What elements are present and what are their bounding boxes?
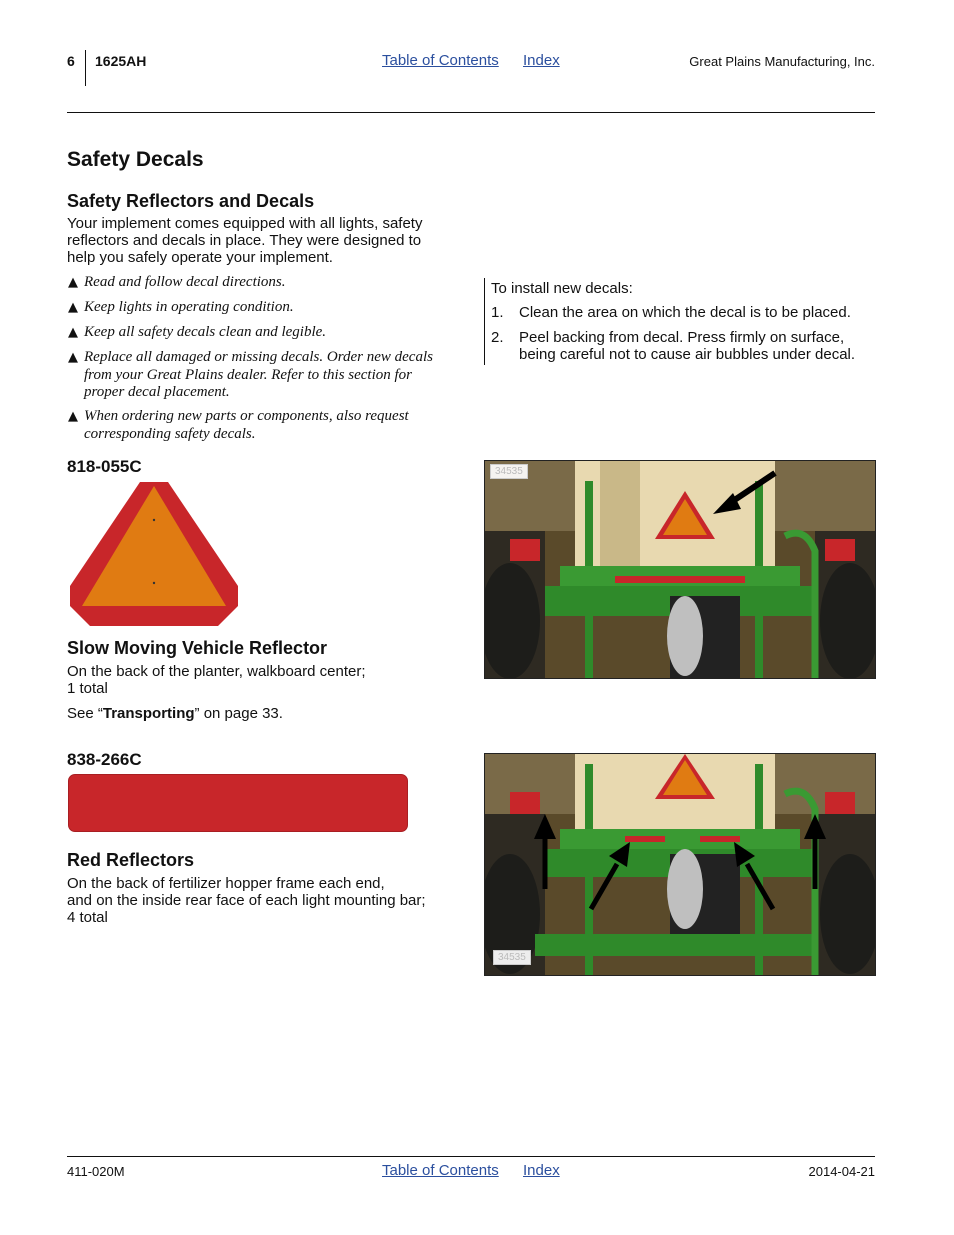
see-reference xyxy=(67,705,283,722)
decal-title: Slow Moving Vehicle Reflector xyxy=(67,638,328,658)
photo-red-reflectors-location xyxy=(484,753,876,976)
rivet-dot xyxy=(153,582,155,584)
intro-line: help you safely operate your implement. xyxy=(67,249,333,266)
step-text: Peel backing from decal. Press firmly on surface, xyxy=(519,329,845,346)
warning-item xyxy=(68,349,464,402)
step-number: 2. xyxy=(491,329,504,346)
rivet-dot xyxy=(153,519,155,521)
intro-paragraph xyxy=(67,215,467,266)
desc-line: and on the inside rear face of each light mounting bar; xyxy=(67,892,426,909)
section-title: Safety Decals xyxy=(67,148,204,171)
footer-toc-link[interactable]: Table of Contents xyxy=(382,1162,499,1179)
model-name: 1625AH xyxy=(95,53,147,69)
decal-part-number: 818-055C xyxy=(67,457,142,476)
warning-triangle-icon: ▲ xyxy=(68,409,78,424)
warning-triangle-icon: ▲ xyxy=(68,275,78,290)
figure-number: 34535 xyxy=(490,464,528,479)
photo-smv-location xyxy=(484,460,876,679)
warning-item xyxy=(68,324,464,342)
warning-item xyxy=(68,408,464,443)
install-side-bar xyxy=(484,278,485,365)
see-prefix: See “ xyxy=(67,705,103,722)
decal-description xyxy=(67,875,426,926)
decal-title: Red Reflectors xyxy=(67,850,195,870)
install-step xyxy=(491,304,875,321)
warning-text: Keep lights in operating condition. xyxy=(84,299,294,315)
desc-line: On the back of the planter, walkboard center; xyxy=(67,663,366,680)
warning-item xyxy=(68,274,464,292)
doc-number: 411-020M xyxy=(67,1164,125,1179)
intro-line: reflectors and decals in place. They were designed to xyxy=(67,232,422,249)
warning-triangle-icon: ▲ xyxy=(68,300,78,315)
warning-text: Keep all safety decals clean and legible. xyxy=(84,324,327,340)
decal-part-number: 838-266C xyxy=(67,750,142,769)
desc-line: On the back of fertilizer hopper frame each end, xyxy=(67,875,385,892)
header-divider xyxy=(85,50,86,86)
doc-date: 2014-04-21 xyxy=(808,1164,875,1179)
desc-line: 1 total xyxy=(67,680,108,697)
install-step xyxy=(491,329,875,363)
transporting-link[interactable]: Transporting xyxy=(102,705,195,722)
warning-text: from your Great Plains dealer. Refer to this section for xyxy=(84,366,413,383)
section-subtitle: Safety Reflectors and Decals xyxy=(67,191,315,211)
page-number: 6 xyxy=(67,53,75,69)
company-name: Great Plains Manufacturing, Inc. xyxy=(689,54,875,69)
photo-red-reflectors-image xyxy=(485,754,875,975)
figure-number: 34535 xyxy=(493,950,531,965)
smv-triangle-decal xyxy=(68,480,240,628)
warning-text: corresponding safety decals. xyxy=(84,425,256,442)
header-index-link[interactable]: Index xyxy=(523,52,560,69)
warning-text: When ordering new parts or components, also request xyxy=(84,408,409,424)
footer-index-link[interactable]: Index xyxy=(523,1162,560,1179)
warning-text: Read and follow decal directions. xyxy=(84,274,286,290)
step-text: Clean the area on which the decal is to be placed. xyxy=(519,304,851,321)
step-text: being careful not to cause air bubbles under decal. xyxy=(519,346,856,363)
desc-line: 4 total xyxy=(67,909,108,926)
warning-text: proper decal placement. xyxy=(84,384,230,400)
decal-description xyxy=(67,663,366,697)
header-toc-link[interactable]: Table of Contents xyxy=(382,52,499,69)
header-rule xyxy=(67,112,875,113)
footer-rule xyxy=(67,1156,875,1157)
red-reflector-decal xyxy=(68,774,408,832)
see-suffix: ” on page 33. xyxy=(194,705,283,722)
warning-text: Replace all damaged or missing decals. Order new decals xyxy=(84,349,433,365)
warning-triangle-icon: ▲ xyxy=(68,350,78,365)
install-intro: To install new decals: xyxy=(491,280,633,297)
step-number: 1. xyxy=(491,304,504,321)
warning-triangle-icon: ▲ xyxy=(68,325,78,340)
photo-smv-image xyxy=(485,461,875,678)
intro-line: Your implement comes equipped with all lights, safety xyxy=(67,215,423,232)
warning-item xyxy=(68,299,464,317)
